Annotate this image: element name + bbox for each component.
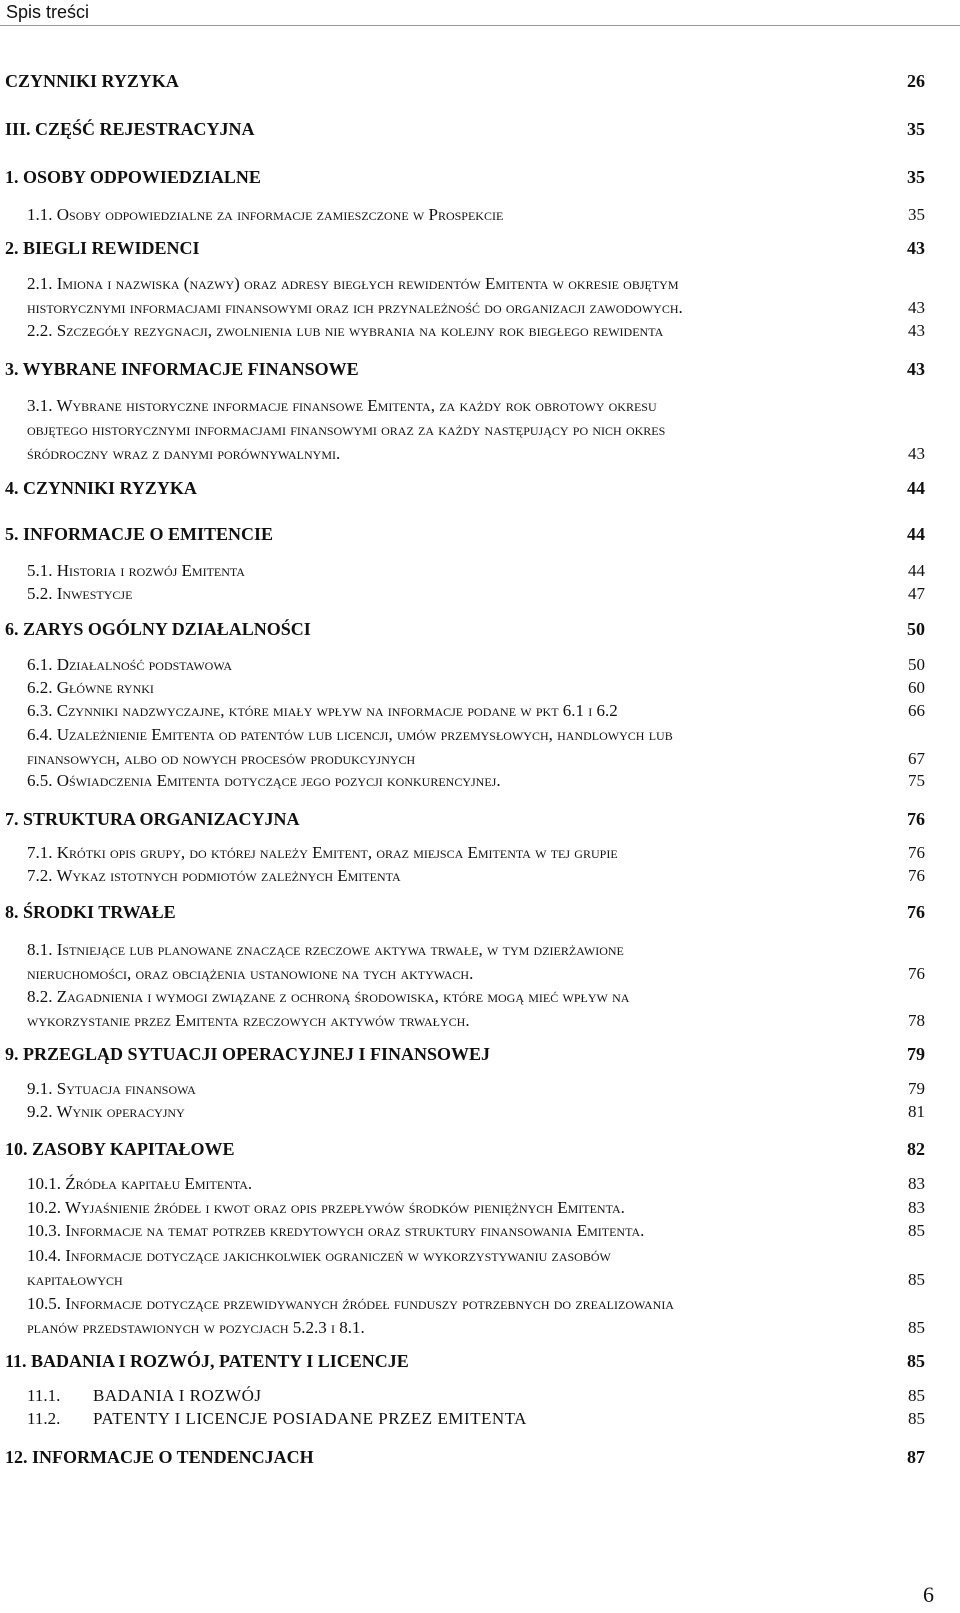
toc-entry-line: kapitałowych	[27, 1270, 123, 1289]
toc-entry-title: 6.5. Oświadczenia Emitenta dotyczące jego pozycji konkurencyjnej.	[27, 771, 501, 790]
toc-entry-title: 6.2. Główne rynki	[27, 678, 154, 697]
toc-entry-page: 85	[908, 1221, 925, 1240]
toc-entry-title: 10.2. Wyjaśnienie źródeł i kwot oraz opis przepływów środków pieniężnych Emitenta.	[27, 1198, 625, 1217]
toc-entry-title: 6.3. Czynniki nadzwyczajne, które miały wpływ na informacje podane w pkt 6.1 i 6.2	[27, 701, 618, 720]
toc-entry-page: 44	[907, 524, 925, 544]
toc-entry-title: 5.2. Inwestycje	[27, 584, 133, 603]
toc-entry-title	[27, 272, 917, 320]
toc-entry-page: 76	[907, 902, 925, 922]
toc-entry-title	[27, 1244, 917, 1292]
toc-entry-title	[27, 985, 917, 1033]
toc-entry-page: 81	[908, 1102, 925, 1121]
toc-entry-page: 60	[908, 678, 925, 697]
toc-entry-title: 7. STRUKTURA ORGANIZACYJNA	[5, 809, 300, 829]
toc-entry-page: 85	[908, 1318, 925, 1337]
toc-entry-page: 83	[908, 1174, 925, 1193]
toc-entry-title: 7.1. Krótki opis grupy, do której należy Emitent, oraz miejsca Emitenta w tej grupie	[27, 843, 618, 862]
toc-entry-page: 43	[907, 238, 925, 258]
toc-entry-title	[27, 1292, 917, 1340]
toc-entry-title: 2. BIEGLI REWIDENCI	[5, 238, 200, 258]
toc-entry-line: 3.1. Wybrane historyczne informacje finansowe Emitenta, za każdy rok obrotowy okresu	[27, 396, 657, 415]
toc-entry-line: objętego historycznymi informacjami finansowymi oraz za każdy następujący po nich okres	[27, 420, 666, 439]
toc-entry-page: 43	[907, 359, 925, 379]
toc-entry-page: 85	[908, 1386, 925, 1405]
toc-entry-title: 7.2. Wykaz istotnych podmiotów zależnych Emitenta	[27, 866, 401, 885]
toc-entry-title: III. CZĘŚĆ REJESTRACYJNA	[5, 119, 255, 139]
toc-entry-title: CZYNNIKI RYZYKA	[5, 71, 179, 91]
toc-entry-title: 10.1. Źródła kapitału Emitenta.	[27, 1174, 253, 1193]
toc-entry-line: wykorzystanie przez Emitenta rzeczowych aktywów trwałych.	[27, 1011, 470, 1030]
toc-entry-line: 6.4. Uzależnienie Emitenta od patentów lub licencji, umów przemysłowych, handlowych lub	[27, 725, 673, 744]
toc-entry-title: 1. OSOBY ODPOWIEDZIALNE	[5, 167, 261, 187]
toc-entry-page: 67	[908, 749, 925, 768]
toc-entry-page: 50	[907, 619, 925, 639]
toc-entry-page: 44	[907, 478, 925, 498]
toc-entry-line: finansowych, albo od nowych procesów produkcyjnych	[27, 749, 416, 768]
toc-entry-page: 79	[908, 1079, 925, 1098]
toc-entry-title	[27, 723, 917, 771]
toc-entry-page: 85	[907, 1351, 925, 1371]
toc-entry-title: 11. BADANIA I ROZWÓJ, PATENTY I LICENCJE	[5, 1351, 409, 1371]
toc-entry-page: 85	[908, 1270, 925, 1289]
toc-entry-title: 4. CZYNNIKI RYZYKA	[5, 478, 197, 498]
toc-entry-line: 8.1. Istniejące lub planowane znaczące rzeczowe aktywa trwałe, w tym dzierżawione	[27, 940, 624, 959]
toc-entry-page: 76	[907, 809, 925, 829]
toc-entry-line: 10.5. Informacje dotyczące przewidywanych źródeł funduszy potrzebnych do zrealizowania	[27, 1294, 674, 1313]
toc-entry-title: BADANIA I ROZWÓJ	[93, 1386, 262, 1405]
toc-entry-page: 44	[908, 561, 925, 580]
toc-entry-line: planów przedstawionych w pozycjach 5.2.3 i 8.1.	[27, 1318, 365, 1337]
toc-entry-page: 43	[908, 444, 925, 463]
toc-entry-title: PATENTY I LICENCJE POSIADANE PRZEZ EMITENTA	[93, 1409, 527, 1428]
toc-entry-title: 5.1. Historia i rozwój Emitenta	[27, 561, 245, 580]
page-number: 6	[923, 1582, 934, 1607]
toc-entry-page: 82	[907, 1139, 925, 1159]
toc-entry-page: 75	[908, 771, 925, 790]
window-title: Spis treści	[6, 2, 90, 22]
toc-entry-title	[27, 938, 917, 986]
toc-entry-page: 85	[908, 1409, 925, 1428]
toc-entry-page: 35	[907, 167, 925, 187]
toc-entry-page: 43	[908, 298, 925, 317]
toc-entry-page: 50	[908, 655, 925, 674]
toc-entry-page: 43	[908, 321, 925, 340]
toc-entry-line: nieruchomości, oraz obciążenia ustanowione na tych aktywach.	[27, 964, 474, 983]
toc-entry-title: 6.1. Działalność podstawowa	[27, 655, 233, 674]
toc-entry-title: 9. PRZEGLĄD SYTUACJI OPERACYJNEJ I FINANSOWEJ	[5, 1044, 491, 1064]
toc-entry-page: 83	[908, 1198, 925, 1217]
title-bar	[0, 0, 960, 26]
toc-entry-page: 76	[908, 866, 925, 885]
toc-entry-number: 11.2.	[27, 1409, 61, 1428]
toc-entry-number: 11.1.	[27, 1386, 61, 1405]
toc-entry-page: 26	[907, 71, 925, 91]
toc-entry-line: śródroczny wraz z danymi porównywalnymi.	[27, 444, 341, 463]
toc-entry-title: 12. INFORMACJE O TENDENCJACH	[5, 1447, 314, 1467]
toc-entry-title: 6. ZARYS OGÓLNY DZIAŁALNOŚCI	[5, 619, 311, 639]
toc-entry-title: 1.1. Osoby odpowiedzialne za informacje zamieszczone w Prospekcie	[27, 205, 504, 224]
toc-entry-line: historycznymi informacjami finansowymi oraz ich przynależność do organizacji zawodowych.	[27, 298, 683, 317]
toc-entry-line: 8.2. Zagadnienia i wymogi związane z ochroną środowiska, które mogą mieć wpływ na	[27, 987, 630, 1006]
toc-entry-title: 2.2. Szczegóły rezygnacji, zwolnienia lub nie wybrania na kolejny rok biegłego rewidenta	[27, 321, 664, 340]
toc-entry-title: 9.1. Sytuacja finansowa	[27, 1079, 196, 1098]
toc-entry-page: 87	[907, 1447, 925, 1467]
toc-entry-title	[27, 394, 917, 466]
toc-entry-title: 8. ŚRODKI TRWAŁE	[5, 902, 176, 922]
toc-entry-title: 9.2. Wynik operacyjny	[27, 1102, 185, 1121]
toc-entry-line: 2.1. Imiona i nazwiska (nazwy) oraz adresy biegłych rewidentów Emitenta w okresie objętym	[27, 274, 679, 293]
toc-entry-line: 10.4. Informacje dotyczące jakichkolwiek ograniczeń w wykorzystywaniu zasobów	[27, 1246, 611, 1265]
toc-entry-page: 76	[908, 964, 925, 983]
toc-entry-page: 66	[908, 701, 925, 720]
toc-entry-title: 10.3. Informacje na temat potrzeb kredytowych oraz struktury finansowania Emitenta.	[27, 1221, 645, 1240]
toc-entry-page: 47	[908, 584, 925, 603]
toc-entry-page: 78	[908, 1011, 925, 1030]
toc-entry-page: 35	[908, 205, 925, 224]
toc-entry-title: 5. INFORMACJE O EMITENCIE	[5, 524, 274, 544]
toc-entry-page: 76	[908, 843, 925, 862]
toc-entry-title: 3. WYBRANE INFORMACJE FINANSOWE	[5, 359, 359, 379]
toc-entry-page: 35	[907, 119, 925, 139]
toc-entry-page: 79	[907, 1044, 925, 1064]
toc-entry-title: 10. ZASOBY KAPITAŁOWE	[5, 1139, 235, 1159]
